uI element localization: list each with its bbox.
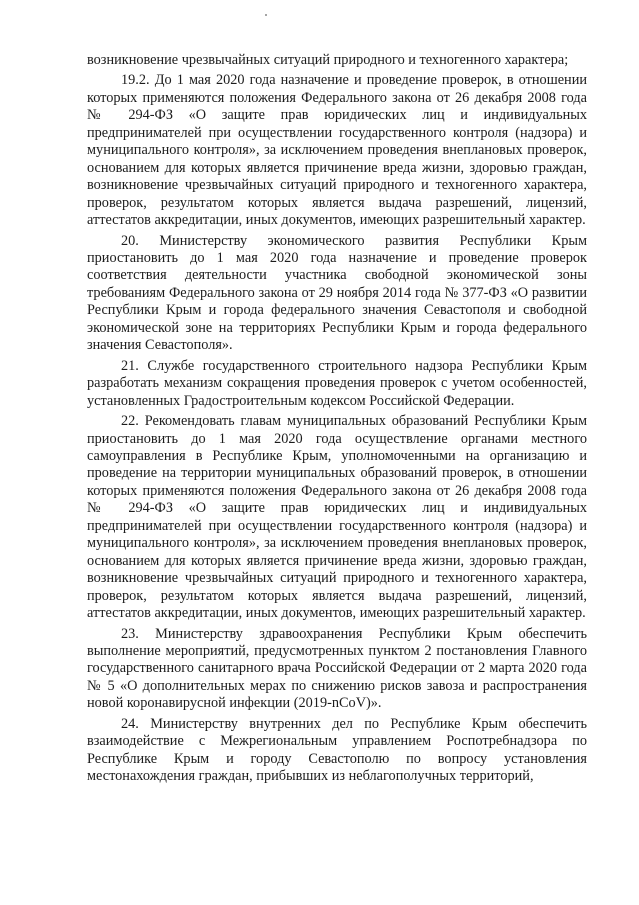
paragraph-continuation: возникновение чрезвычайных ситуаций природного и техногенного характера; bbox=[87, 52, 569, 68]
scan-speck bbox=[265, 14, 267, 16]
paragraph-19-2: 19.2. До 1 мая 2020 года назначение и проведение проверок, в отношении которых применяются положения Федерального закона от 26 декабря 2008 года № 294-ФЗ «О защите прав юридических лиц и индивидуальных предпринимателей при осуществлении государственного контроля (надзора) и муниципального контроля», за исключением проведения внеплановых проверок, основанием для которых является причинение вреда жизни, здоровью граждан, возникновение чрезвычайных ситуаций природного и техногенного характера, проверок, результатом которых является выдача разрешений, лицензий, аттестатов аккредитации, иных документов, имеющих разрешительный характер. bbox=[87, 72, 587, 229]
paragraph-22: 22. Рекомендовать главам муниципальных образований Республики Крым приостановить до 1 мая 2020 года осуществление органами местного самоуправления в Республике Крым, уполномоченными на организацию и проведение на территории муниципальных образований проверок, в отношении которых применяются положения Федерального закона от 26 декабря 2008 года № 294-ФЗ «О защите прав юридических лиц и индивидуальных предпринимателей при осуществлении государственного контроля (надзора) и муниципального контроля», за исключением проведения внеплановых проверок, основанием для которых является причинение вреда жизни, здоровью граждан, возникновение чрезвычайных ситуаций природного и техногенного характера, проверок, результатом которых является выдача разрешений, лицензий, аттестатов аккредитации, иных документов, имеющих разрешительный характер. bbox=[87, 413, 587, 622]
document-body bbox=[87, 52, 587, 786]
paragraph-24: 24. Министерству внутренних дел по Республике Крым обеспечить взаимодействие с Межрегиональным управлением Роспотребнадзора по Республике Крым и городу Севастополю по вопросу установления местонахождения граждан, прибывших из неблагополучных территорий, bbox=[87, 715, 587, 785]
paragraph-20: 20. Министерству экономического развития Республики Крым приостановить до 1 мая 2020 года назначение и проведение проверок соответствия деятельности участника свободной экономической зоны требованиям Федерального закона от 29 ноября 2014 года № 377-ФЗ «О развитии Республики Крым и города федерального значения Севастополя и свободной экономической зоне на территориях Республики Крым и города федерального значения Севастополя». bbox=[87, 232, 587, 354]
paragraph-21: 21. Службе государственного строительного надзора Республики Крым разработать механизм сокращения проведения проверок с учетом особенностей, установленных Градостроительным кодексом Российской Федерации. bbox=[87, 357, 587, 409]
paragraph-23: 23. Министерству здравоохранения Республики Крым обеспечить выполнение мероприятий, предусмотренных пунктом 2 постановления Главного государственного санитарного врача Российской Федерации от 2 марта 2020 года № 5 «О дополнительных мерах по снижению рисков завоза и распространения новой коронавирусной инфекции (2019-nCoV)». bbox=[87, 625, 587, 712]
